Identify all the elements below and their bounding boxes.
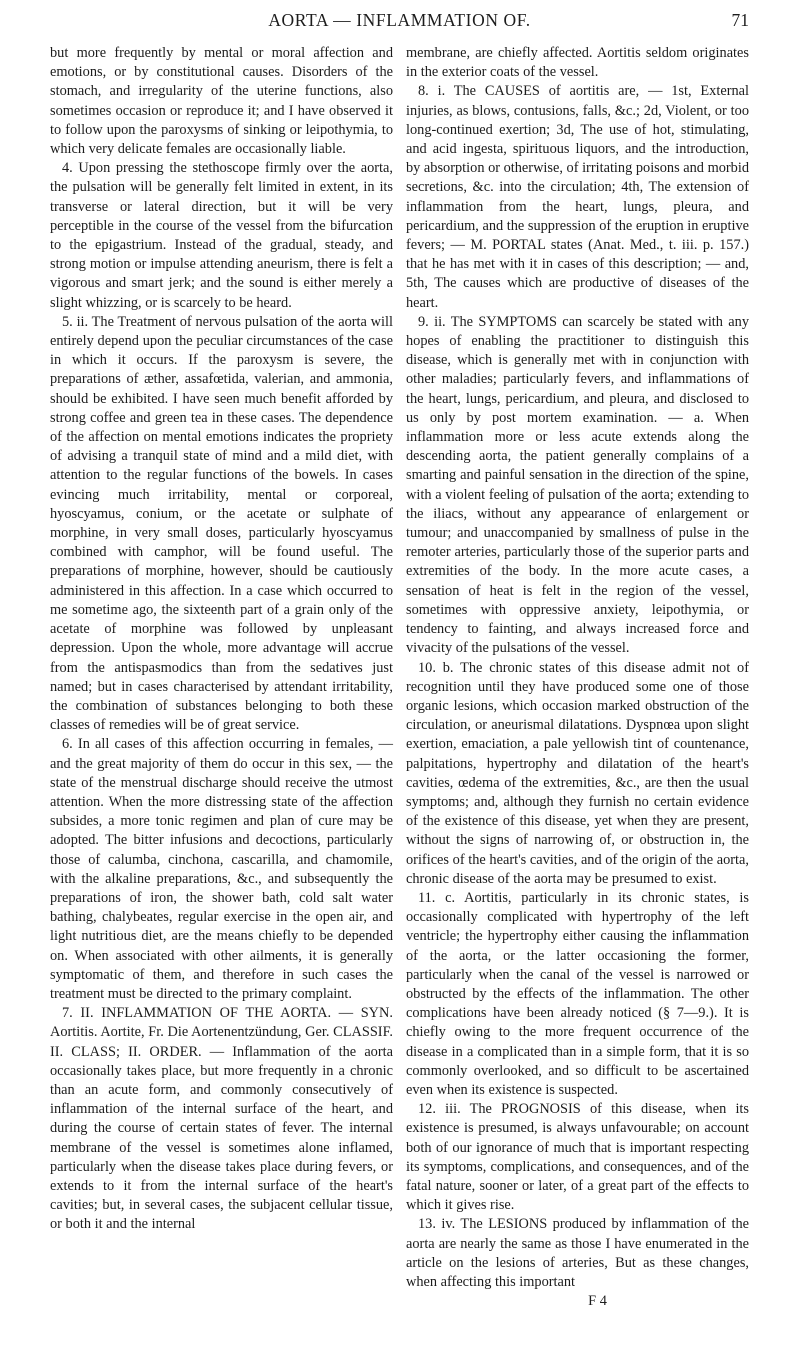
- signature-mark: F 4: [588, 1293, 607, 1310]
- paragraph: 10. b. The chronic states of this disease admit not of recognition until they have produced some one of those organic lesions, which occasion marked obstruction of the circulation, or aneurismal dilatations. Dyspnœa upon slight exertion, emaciation, a pale yellowish tint of countenance, palpitations, hypertrophy and dilatation of the heart's cavities, œdema of the extremities, &c., are then the usual symptoms; and, although they furnish no certain evidence of the existence of this disease, yet when they are present, without the signs of narrowing of, or obstruction in, the orifices of the heart's cavities, and of the origin of the aorta, chronic disease of the aorta may be presumed to exist.: [406, 659, 749, 887]
- paragraph: 5. ii. The Treatment of nervous pulsation of the aorta will entirely depend upon the peculiar circumstances of the case in which it occurs. If the paroxysm is severe, the preparations of æther, assafœtida, valerian, and ammonia, should be exhibited. I have seen much benefit afforded by strong coffee and green tea in these cases. The dependence of the affection on mental emotions indicates the propriety of advising a tranquil state of mind and a mild diet, with attention to the regular functions of the bowels. In cases evincing much irritability, mental or corporeal, hyoscyamus, conium, or the acetate or sulphate of morphine, in very small doses, particularly hyoscyamus combined with camphor, will be found useful. The preparations of morphine, however, should be cautiously administered in this affection. In a case which occurred to me sometime ago, the sixteenth part of a grain only of the acetate of morphine was followed by unpleasant depression. Upon the whole, more advantage will accrue from the antispasmodics than from the sedatives just named; but in cases characterised by attendant irritability, the combination of substances belonging to both these classes of remedies will be of great service.: [50, 313, 393, 734]
- running-title: AORTA — INFLAMMATION OF.: [268, 10, 531, 30]
- paragraph: 13. iv. The LESIONS produced by inflammation of the aorta are nearly the same as those I have enumerated in the article on the lesions of arteries, But as these changes, when affecting this important: [406, 1216, 749, 1290]
- paragraph: 4. Upon pressing the stethoscope firmly over the aorta, the pulsation will be generally felt limited in extent, in its transverse or lateral direction, but it will be very perceptible in the course of the vessel from the bifurcation to the epigastrium. Instead of the gradual, steady, and strong motion or impulse attending aneurism, there is felt a vigorous and smart jerk; and the sound is either merely a slight whizzing, or is scarcely to be heard.: [50, 160, 393, 311]
- text-columns: [50, 44, 749, 1311]
- page-number: 71: [731, 10, 749, 30]
- left-column: [50, 44, 393, 1311]
- paragraph: 8. i. The CAUSES of aortitis are, — 1st, External injuries, as blows, contusions, falls, &c.; 2d, Violent, or too long-continued exertion; 3d, The use of hot, stimulating, and acid ingesta, spirituous liquors, and the introduction, by absorption or otherwise, of irritating poisons and morbid secretions, &c. into the circulation; 4th, The extension of inflammation from the heart, lungs, pleura, and pericardium, and the suppression of the eruption in eruptive fevers; — M. PORTAL states (Anat. Med., t. iii. p. 157.) that he has met with it in cases of this description; — and, 5th, The causes which are productive of diseases of the heart.: [406, 83, 750, 311]
- paragraph: 11. c. Aortitis, particularly in its chronic states, is occasionally complicated with hypertrophy of the left ventricle; the hypertrophy either causing the inflammation of the aorta, or the latter occasioning the former, particularly when the canal of the vessel is narrowed or obstructed by the effects of the inflammation. The other complications have been already noticed (§ 7—9.). It is chiefly owing to the more frequent occurrence of the disease in a complicated than in a simple form, that it is so commonly overlooked, and so difficult to be ascertained even when its existence is suspected.: [406, 889, 749, 1098]
- paragraph: 9. ii. The SYMPTOMS can scarcely be stated with any hopes of enabling the practitioner to distinguish this disease, which is generally met with in conjunction with other maladies; particularly fevers, and inflammations of the heart, lungs, pericardium, and pleura, and disclosed to us only by post mortem examination. — a. When inflammation more or less acute extends along the descending aorta, the patient generally complains of a smarting and painful sensation in the direction of the spine, with a violent feeling of pulsation of the aorta; extending to the iliacs, without any appearance of enlargement or tumour; and unaccompanied by smallness of pulse in the remoter arteries, particularly those of the superior parts and extremities of the body. In the more acute cases, a sensation of heat is felt in the region of the vessel, sometimes with oppressive anxiety, leipothymia, or tendency to fainting, and always increased force and vivacity of the pulsations of the vessel.: [406, 313, 749, 657]
- running-head: [50, 10, 749, 44]
- paragraph: 7. II. INFLAMMATION OF THE AORTA. — SYN. Aortitis. Aortite, Fr. Die Aortenentzündung, Ger. CLASSIF. II. CLASS; II. ORDER. — Inflammation of the aorta occasionally takes place, but more frequently in a chronic than an acute form, and commonly consecutively of inflammation of the internal surface of the heart, and during the course of certain states of fever. The internal membrane of the vessel is sometimes alone inflamed, particularly when the disease takes place during fevers, or extends to it from the internal surface of the heart's cavities; but, in several cases, the subjacent cellular tissue, or both it and the internal: [50, 1005, 393, 1233]
- paragraph: 6. In all cases of this affection occurring in females, — and the great majority of them do occur in this sex, — the state of the menstrual discharge should receive the utmost attention. When the more distressing state of the affection subsides, a more tonic regimen and plan of cure may be adopted. The bitter infusions and decoctions, particularly those of calumba, cinchona, cascarilla, and chamomile, with the alkaline preparations, &c., and subsequently the preparations of iron, the shower bath, cold salt water bathing, chalybeates, regular exercise in the open air, and light nutritious diet, are the means chiefly to be depended on. When associated with other ailments, it is generally symptomatic of them, and therefore in such cases the treatment must be directed to the primary complaint.: [50, 736, 393, 1002]
- paragraph: 12. iii. The PROGNOSIS of this disease, when its existence is presumed, is always unfavourable; on account both of our ignorance of much that is important respecting its symptoms, complications, and consequences, and of the fatal nature, sooner or later, of a great part of the effects to which it gives rise.: [406, 1101, 749, 1214]
- page: [0, 10, 801, 1351]
- right-column: [406, 44, 749, 1311]
- paragraph: but more frequently by mental or moral affection and emotions, or by constitutional causes. Disorders of the stomach, and irregularity of the uterine functions, also sometimes occasion or reproduce it; and I have observed it to follow upon the paroxysms of sinking or leipothymia, to which very delicate females are occasionally liable.: [50, 45, 393, 158]
- paragraph: membrane, are chiefly affected. Aortitis seldom originates in the exterior coats of the vessel.: [406, 45, 749, 81]
